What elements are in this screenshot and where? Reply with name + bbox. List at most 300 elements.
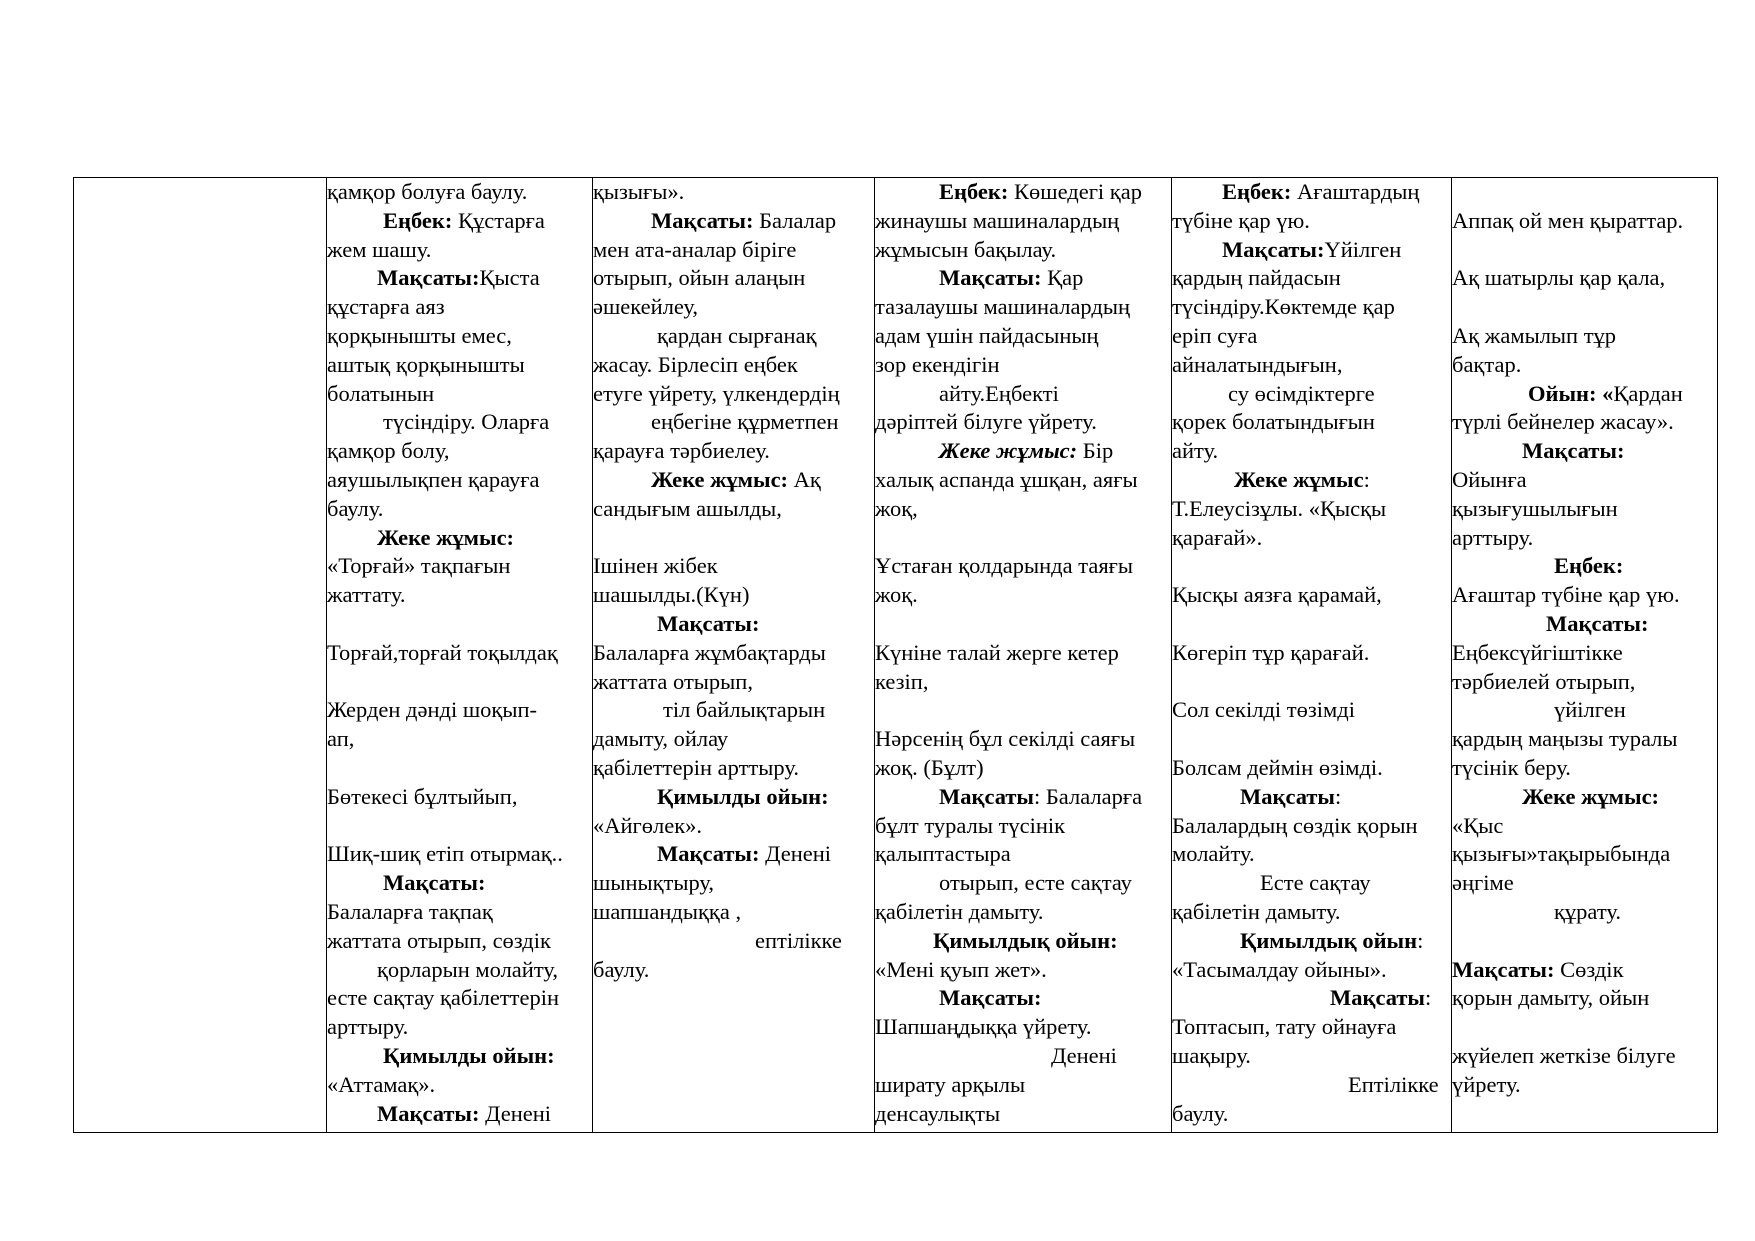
text-run: Денені bbox=[759, 841, 832, 867]
text-run: есте сақтау қабілеттерін bbox=[327, 985, 560, 1011]
text-line bbox=[1172, 696, 1450, 725]
text-line bbox=[327, 668, 591, 697]
text-line bbox=[875, 984, 1170, 1013]
text-line bbox=[593, 207, 873, 236]
text-run: Шапшаңдыққа үйрету. bbox=[875, 1014, 1092, 1040]
text-line bbox=[1452, 207, 1716, 236]
text-line bbox=[327, 581, 591, 610]
text-run: қардың пайдасын bbox=[1172, 265, 1341, 291]
text-line bbox=[875, 696, 1170, 725]
text-line bbox=[1172, 524, 1450, 553]
text-run: шақыру. bbox=[1172, 1042, 1251, 1068]
text-line bbox=[1172, 725, 1450, 754]
text-line bbox=[327, 956, 591, 985]
text-run: Ақ жамылып тұр bbox=[1452, 322, 1617, 348]
text-line bbox=[875, 754, 1170, 783]
text-run: «Айгөлек». bbox=[593, 812, 703, 838]
text-line bbox=[875, 322, 1170, 351]
bold-label: Мақсаты: bbox=[1546, 610, 1649, 636]
text-run: қорын дамыту, ойын bbox=[1452, 985, 1650, 1011]
text-run: түсінік беру. bbox=[1452, 754, 1571, 780]
text-run: жұмысын бақылау. bbox=[875, 236, 1057, 262]
text-line bbox=[593, 524, 873, 553]
text-line bbox=[1172, 351, 1450, 380]
text-run: жасау. Бірлесіп еңбек bbox=[593, 351, 798, 377]
text-line bbox=[875, 639, 1170, 668]
text-run: қарауға тәрбиелеу. bbox=[593, 438, 770, 464]
text-line bbox=[593, 293, 873, 322]
text-line bbox=[1172, 639, 1450, 668]
text-line bbox=[1452, 639, 1716, 668]
text-line bbox=[1172, 898, 1450, 927]
text-run: Үйілген bbox=[1324, 236, 1402, 262]
text-run: қызығушылығын bbox=[1452, 495, 1618, 521]
text-line bbox=[875, 668, 1170, 697]
text-line bbox=[1452, 408, 1716, 437]
text-run: үйілген bbox=[1554, 697, 1626, 723]
bold-label: Мақсаты: bbox=[939, 985, 1042, 1011]
text-line bbox=[593, 812, 873, 841]
text-run: құрату. bbox=[1554, 898, 1621, 924]
text-line bbox=[875, 783, 1170, 812]
text-line bbox=[875, 1013, 1170, 1042]
text-line bbox=[593, 437, 873, 466]
text-line bbox=[593, 322, 873, 351]
text-line bbox=[1452, 754, 1716, 783]
text-run: жоқ, bbox=[875, 495, 918, 521]
text-run: қабілетін дамыту. bbox=[1172, 898, 1341, 924]
text-run: түсіндіру. Оларға bbox=[383, 409, 550, 435]
text-line bbox=[593, 408, 873, 437]
text-line bbox=[1172, 984, 1450, 1013]
text-line bbox=[1172, 1042, 1450, 1071]
bold-label: Еңбек: bbox=[939, 179, 1009, 204]
text-line bbox=[1172, 783, 1450, 812]
text-line bbox=[1172, 466, 1450, 495]
text-run: жоқ. bbox=[875, 582, 918, 608]
text-line bbox=[327, 696, 591, 725]
text-run: Денені bbox=[479, 1100, 552, 1126]
text-run: қамқор болуға баулу. bbox=[327, 179, 528, 204]
text-line bbox=[1452, 696, 1716, 725]
text-run: түсіндіру.Көктемде қар bbox=[1172, 294, 1395, 320]
bold-label: Мақсаты bbox=[1330, 985, 1425, 1011]
text-line bbox=[593, 783, 873, 812]
text-line bbox=[327, 437, 591, 466]
text-line bbox=[593, 552, 873, 581]
table-cell-col-0 bbox=[74, 178, 326, 1132]
text-run: қорек болатындығын bbox=[1172, 409, 1375, 435]
bold-label: Мақсаты: bbox=[657, 610, 760, 636]
text-line bbox=[875, 178, 1170, 207]
bold-label: Мақсаты: bbox=[939, 265, 1042, 291]
text-line bbox=[1172, 581, 1450, 610]
text-run: жүйелеп жеткізе білуге bbox=[1452, 1042, 1676, 1068]
text-run: арттыру. bbox=[1452, 524, 1534, 550]
text-line bbox=[327, 293, 591, 322]
text-run: қарағай». bbox=[1172, 524, 1263, 550]
text-line bbox=[327, 927, 591, 956]
text-line bbox=[1452, 1013, 1716, 1042]
text-run: зор екендігін bbox=[875, 351, 1000, 377]
text-line bbox=[327, 380, 591, 409]
text-line bbox=[1452, 437, 1716, 466]
text-run: қызығы». bbox=[593, 179, 685, 204]
text-run: : bbox=[1335, 783, 1342, 809]
text-line bbox=[1172, 1013, 1450, 1042]
text-line bbox=[593, 696, 873, 725]
text-line bbox=[1172, 293, 1450, 322]
text-line bbox=[327, 466, 591, 495]
text-run: шашылды.(Күн) bbox=[593, 582, 750, 608]
text-line bbox=[1172, 495, 1450, 524]
text-run: айналатындығын, bbox=[1172, 351, 1343, 377]
text-run: Денені bbox=[1051, 1042, 1117, 1068]
table-cell-col-3 bbox=[874, 178, 1171, 1132]
text-line bbox=[593, 725, 873, 754]
text-run: дәріптей білуге үйрету. bbox=[875, 409, 1097, 435]
bold-label: Қимылды ойын: bbox=[657, 783, 829, 809]
text-line bbox=[327, 783, 591, 812]
text-run: жаттата отырып, сөздік bbox=[327, 927, 551, 953]
text-line bbox=[875, 610, 1170, 639]
bold-label: Ойын: « bbox=[1528, 380, 1614, 406]
bold-label: Қимылдық ойын bbox=[1240, 927, 1418, 953]
text-line bbox=[875, 927, 1170, 956]
text-line bbox=[1452, 178, 1716, 207]
text-run: адам үшін пайдасының bbox=[875, 322, 1099, 348]
text-run: сандығым ашылды, bbox=[593, 495, 782, 521]
text-run: қардың маңызы туралы bbox=[1452, 726, 1678, 752]
text-run: Нәрсенің бұл секілді саяғы bbox=[875, 726, 1136, 752]
text-run: аяушылықпен қарауға bbox=[327, 466, 540, 492]
text-run: Сол секілді төзімді bbox=[1172, 697, 1355, 723]
text-line bbox=[327, 812, 591, 841]
text-line bbox=[875, 351, 1170, 380]
text-line bbox=[1172, 668, 1450, 697]
text-line bbox=[1172, 178, 1450, 207]
text-run: шапшандыққа , bbox=[593, 898, 742, 924]
text-line bbox=[327, 898, 591, 927]
text-run: Бөтекесі бұлтыйып, bbox=[327, 783, 518, 809]
text-line bbox=[875, 466, 1170, 495]
text-run: жоқ. (Бұлт) bbox=[875, 754, 984, 780]
text-line bbox=[1172, 812, 1450, 841]
table-cell-col-4 bbox=[1171, 178, 1451, 1132]
text-line bbox=[593, 754, 873, 783]
text-line bbox=[875, 898, 1170, 927]
text-run: Ағаштар түбіне қар үю. bbox=[1452, 582, 1680, 608]
table-cell-col-5 bbox=[1451, 178, 1717, 1132]
text-run: Көгеріп тұр қарағай. bbox=[1172, 639, 1370, 665]
bold-label: Мақсаты: bbox=[1222, 236, 1325, 262]
bold-label: Мақсаты: bbox=[383, 870, 486, 896]
text-run: отырып, есте сақтау bbox=[939, 870, 1132, 896]
text-run: ширату арқылы bbox=[875, 1071, 1026, 1097]
bold-label: Еңбек: bbox=[1222, 179, 1292, 204]
bold-label: Жеке жұмыс bbox=[1234, 466, 1364, 492]
text-run: Ақ шатырлы қар қала, bbox=[1452, 265, 1666, 291]
text-line bbox=[1172, 610, 1450, 639]
text-run: Болсам деймін өзімді. bbox=[1172, 754, 1383, 780]
text-line bbox=[593, 178, 873, 207]
text-run: қамқор болу, bbox=[327, 438, 450, 464]
text-line bbox=[875, 524, 1170, 553]
text-line bbox=[1452, 264, 1716, 293]
text-line bbox=[327, 1013, 591, 1042]
text-line bbox=[875, 380, 1170, 409]
text-line bbox=[875, 293, 1170, 322]
text-run: қабілеттерін арттыру. bbox=[593, 754, 799, 780]
text-run: Сөздік bbox=[1554, 956, 1624, 982]
text-line bbox=[327, 236, 591, 265]
text-run: айту.Еңбекті bbox=[939, 380, 1059, 406]
text-run: ептілікке bbox=[755, 927, 842, 953]
text-line bbox=[1452, 725, 1716, 754]
bold-label: Еңбек: bbox=[1554, 553, 1624, 579]
text-run: қорларын молайту, bbox=[377, 956, 558, 982]
text-run: Еңбексүйгіштікке bbox=[1452, 639, 1623, 665]
text-run: Топтасып, тату ойнауға bbox=[1172, 1014, 1397, 1040]
text-line bbox=[593, 236, 873, 265]
text-line bbox=[1172, 956, 1450, 985]
text-line bbox=[593, 869, 873, 898]
text-line bbox=[1172, 437, 1450, 466]
text-line bbox=[1172, 408, 1450, 437]
text-run: молайту. bbox=[1172, 841, 1255, 867]
text-run: дамыту, ойлау bbox=[593, 726, 729, 752]
text-line bbox=[593, 639, 873, 668]
text-line bbox=[593, 351, 873, 380]
text-run: түрлі бейнелер жасау». bbox=[1452, 409, 1674, 435]
text-run: Құстарға bbox=[452, 207, 545, 233]
text-line bbox=[1452, 1042, 1716, 1071]
text-run: Балаларға жұмбақтарды bbox=[593, 639, 826, 665]
text-line bbox=[327, 207, 591, 236]
text-line bbox=[593, 581, 873, 610]
text-run: әңгіме bbox=[1452, 870, 1514, 896]
bold-label: Қимылды ойын: bbox=[383, 1042, 555, 1068]
text-run: бақтар. bbox=[1452, 351, 1522, 377]
bold-label: Мақсаты: bbox=[657, 841, 760, 867]
bold-label: Мақсаты: bbox=[1522, 438, 1625, 464]
text-line bbox=[875, 408, 1170, 437]
text-run: аштық қорқынышты bbox=[327, 351, 525, 377]
text-line bbox=[875, 869, 1170, 898]
text-run: отырып, ойын алаңын bbox=[593, 265, 806, 291]
text-line bbox=[327, 1100, 591, 1129]
text-line bbox=[1452, 869, 1716, 898]
text-run: түбіне қар үю. bbox=[1172, 207, 1310, 233]
text-run: Есте сақтау bbox=[1260, 870, 1371, 896]
text-line bbox=[1172, 552, 1450, 581]
text-line bbox=[1452, 293, 1716, 322]
text-line bbox=[1452, 524, 1716, 553]
text-line bbox=[593, 264, 873, 293]
text-line bbox=[1452, 236, 1716, 265]
bold-label: Жеке жұмыс: bbox=[1522, 783, 1660, 809]
text-run: Балалардың сөздік қорын bbox=[1172, 812, 1418, 838]
text-run: етуге үйрету, үлкендердің bbox=[593, 380, 840, 406]
text-line bbox=[875, 581, 1170, 610]
text-line bbox=[593, 610, 873, 639]
text-line bbox=[327, 552, 591, 581]
text-run: тіл байлықтарын bbox=[663, 697, 826, 723]
text-line bbox=[875, 1071, 1170, 1100]
table-cell-col-2 bbox=[592, 178, 874, 1132]
bold-label: Мақсаты: bbox=[651, 207, 754, 233]
text-run: қызығы»тақырыбында bbox=[1452, 841, 1671, 867]
text-line bbox=[1452, 1071, 1716, 1100]
text-line bbox=[327, 1042, 591, 1071]
text-line bbox=[1452, 668, 1716, 697]
text-line bbox=[1452, 552, 1716, 581]
text-run: қардан сырғанақ bbox=[657, 322, 817, 348]
text-line bbox=[327, 725, 591, 754]
bold-label: Мақсаты bbox=[1240, 783, 1335, 809]
bold-label: Жеке жұмыс: bbox=[939, 438, 1078, 464]
text-run: халық аспанда ұшқан, аяғы bbox=[875, 466, 1138, 492]
text-line bbox=[327, 524, 591, 553]
text-line bbox=[593, 466, 873, 495]
text-run: Ойынға bbox=[1452, 466, 1527, 492]
text-line bbox=[1172, 1100, 1450, 1129]
text-line bbox=[1172, 264, 1450, 293]
text-line bbox=[875, 207, 1170, 236]
text-line bbox=[1172, 236, 1450, 265]
text-run: құстарға аяз bbox=[327, 294, 445, 320]
text-run: болатынын bbox=[327, 380, 435, 406]
text-line bbox=[1452, 927, 1716, 956]
text-line bbox=[1172, 869, 1450, 898]
bold-label: Мақсаты: bbox=[1452, 956, 1555, 982]
text-line bbox=[1172, 1071, 1450, 1100]
text-run: еңбегіне құрметпен bbox=[651, 409, 839, 435]
text-line bbox=[593, 898, 873, 927]
text-line bbox=[875, 840, 1170, 869]
text-line bbox=[1452, 351, 1716, 380]
text-line bbox=[593, 380, 873, 409]
table-cell-col-1 bbox=[326, 178, 592, 1132]
text-run: денсаулықты bbox=[875, 1100, 1001, 1126]
text-run: : bbox=[1417, 927, 1424, 953]
text-line bbox=[1172, 840, 1450, 869]
text-run: «Торғай» тақпағын bbox=[327, 553, 511, 579]
text-run: жинаушы машиналардың bbox=[875, 207, 1120, 233]
text-run: үйрету. bbox=[1452, 1071, 1521, 1097]
text-line bbox=[327, 754, 591, 783]
text-line bbox=[327, 495, 591, 524]
text-line bbox=[875, 236, 1170, 265]
text-line bbox=[875, 1100, 1170, 1129]
text-line bbox=[1452, 322, 1716, 351]
text-run: Ептілікке bbox=[1348, 1071, 1439, 1097]
text-line bbox=[327, 610, 591, 639]
text-run: баулу. bbox=[593, 956, 650, 982]
text-run: : bbox=[1425, 985, 1432, 1011]
text-run: Ішінен жібек bbox=[593, 553, 718, 579]
text-run: «Аттамақ». bbox=[327, 1071, 436, 1097]
text-line bbox=[1172, 207, 1450, 236]
text-line bbox=[1172, 754, 1450, 783]
text-line bbox=[1172, 927, 1450, 956]
text-line bbox=[1452, 380, 1716, 409]
text-run: әшекейлеу, bbox=[593, 294, 698, 320]
text-run: айту. bbox=[1172, 438, 1219, 464]
text-line bbox=[1172, 380, 1450, 409]
text-line bbox=[327, 322, 591, 351]
text-line bbox=[593, 927, 873, 956]
text-line bbox=[1452, 783, 1716, 812]
text-run: Күніне талай жерге кетер bbox=[875, 639, 1119, 665]
text-run: «Мені қуып жет». bbox=[875, 956, 1047, 982]
text-line bbox=[1452, 984, 1716, 1013]
text-run: баулу. bbox=[1172, 1100, 1229, 1126]
text-line bbox=[593, 956, 873, 985]
bold-label: Мақсаты: bbox=[377, 1100, 480, 1126]
text-run: Көшедегі қар bbox=[1008, 179, 1142, 204]
text-line bbox=[875, 552, 1170, 581]
text-run: еріп суға bbox=[1172, 322, 1258, 348]
text-run: Ақ bbox=[788, 466, 821, 492]
text-line bbox=[1452, 898, 1716, 927]
text-run: жаттата отырып, bbox=[593, 668, 753, 694]
bold-label: Жеке жұмыс: bbox=[377, 524, 515, 550]
text-run: Жерден дәнді шоқып- bbox=[327, 697, 538, 723]
text-line bbox=[1452, 956, 1716, 985]
text-run: тәрбиелей отырып, bbox=[1452, 668, 1636, 694]
text-run: бұлт туралы түсінік bbox=[875, 812, 1066, 838]
text-run: арттыру. bbox=[327, 1014, 409, 1040]
text-run: Ағаштардың bbox=[1291, 179, 1420, 204]
text-line bbox=[875, 264, 1170, 293]
text-run: мен ата-аналар біріге bbox=[593, 236, 797, 262]
text-line bbox=[327, 351, 591, 380]
text-line bbox=[875, 812, 1170, 841]
text-run: Аппақ ой мен қыраттар. bbox=[1452, 207, 1684, 233]
text-run: : Балаларға bbox=[1034, 783, 1143, 809]
text-line bbox=[327, 178, 591, 207]
text-run: ап, bbox=[327, 726, 355, 752]
bold-label: Мақсаты: bbox=[377, 265, 480, 291]
text-run: Қар bbox=[1041, 265, 1084, 291]
text-run: қорқынышты емес, bbox=[327, 322, 512, 348]
text-line bbox=[1452, 466, 1716, 495]
text-run: Т.Елеусізұлы. «Қысқы bbox=[1172, 495, 1387, 521]
text-run: қалыптастыра bbox=[875, 841, 1011, 867]
text-run: : bbox=[1363, 466, 1370, 492]
text-run: шынықтыру, bbox=[593, 870, 715, 896]
text-line bbox=[1452, 840, 1716, 869]
text-line bbox=[875, 725, 1170, 754]
text-run: Қыста bbox=[479, 265, 540, 291]
text-line bbox=[875, 495, 1170, 524]
text-run: жаттату. bbox=[327, 582, 406, 608]
text-line bbox=[327, 840, 591, 869]
text-line bbox=[327, 869, 591, 898]
text-line bbox=[1172, 322, 1450, 351]
text-line bbox=[875, 1042, 1170, 1071]
text-run: Торғай,торғай тоқылдақ bbox=[327, 639, 558, 665]
text-line bbox=[327, 264, 591, 293]
text-line bbox=[327, 1071, 591, 1100]
bold-label: Еңбек: bbox=[383, 207, 453, 233]
text-line bbox=[593, 840, 873, 869]
bold-label: Қимылдық ойын: bbox=[933, 927, 1118, 953]
text-run: Бір bbox=[1077, 438, 1114, 464]
text-run: қабілетін дамыту. bbox=[875, 898, 1044, 924]
bold-label: Мақсаты bbox=[939, 783, 1034, 809]
